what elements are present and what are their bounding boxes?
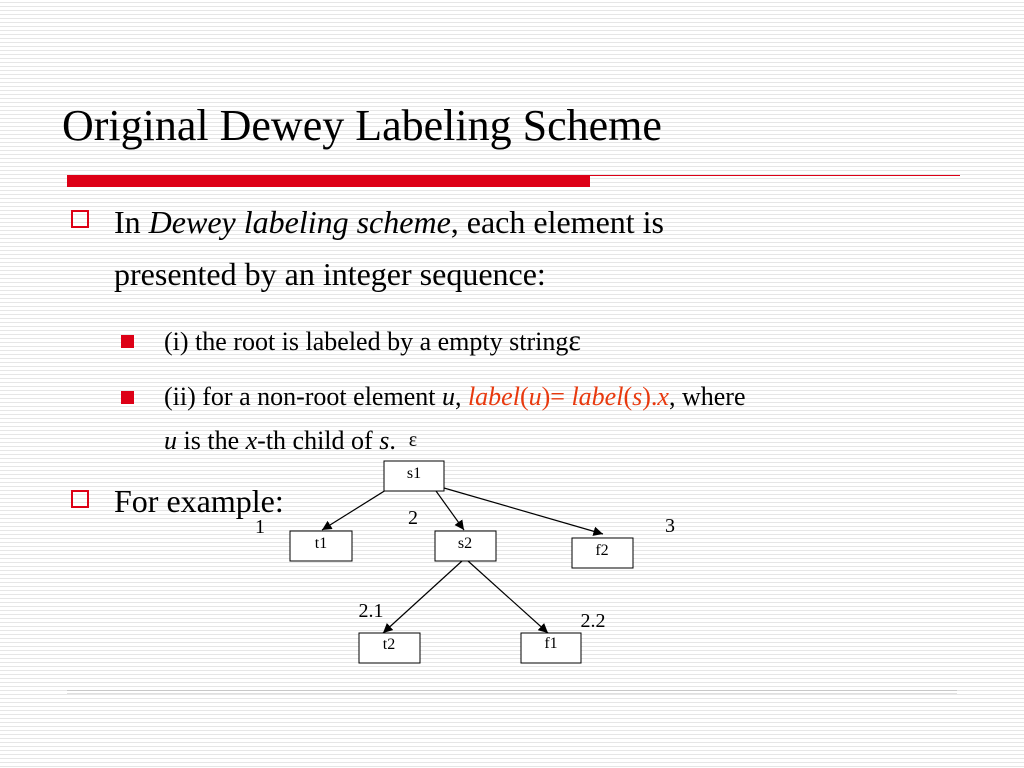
slide-title: Original Dewey Labeling Scheme — [62, 101, 662, 150]
where-text: , where — [668, 382, 746, 411]
formula-label-fn: label — [571, 382, 624, 411]
node-f2-label: f2 — [595, 542, 609, 559]
formula-close: ). — [642, 382, 658, 411]
var-u: u — [441, 382, 455, 411]
edge-label-s2: 2 — [408, 507, 418, 529]
node-t2-label: t2 — [382, 636, 396, 653]
text-segment: -th child of — [257, 426, 380, 455]
formula-paren: ( — [519, 382, 529, 411]
edge-s1-t1 — [322, 490, 386, 530]
edge-s2-t2 — [383, 561, 462, 633]
bullet-1-suffix: , each element is — [450, 204, 664, 240]
var-u: u — [164, 426, 177, 455]
bullet-1-line-2: presented by an integer sequence: — [114, 256, 546, 292]
bullet-1-prefix: In — [114, 204, 149, 240]
var-s: s — [379, 426, 390, 455]
sub-bullet-2-text: (ii) for a non-root element — [164, 382, 442, 411]
edge-label-t1: 1 — [255, 516, 265, 538]
epsilon-symbol: ε — [568, 324, 581, 357]
edge-s1-s2 — [436, 491, 464, 530]
formula-paren: ( — [623, 382, 633, 411]
footer-divider — [67, 690, 957, 691]
edge-label-f2: 3 — [665, 515, 675, 537]
formula-equals: )= — [541, 382, 572, 411]
text-segment: is the — [177, 426, 246, 455]
root-epsilon-label: ε — [408, 429, 418, 451]
formula-var-u: u — [528, 382, 542, 411]
bullet-2: For example: — [114, 483, 284, 519]
sub-bullet-1-text: (i) the root is labeled by a empty string — [164, 327, 569, 356]
edge-s1-f2 — [444, 488, 603, 534]
node-s1-label: s1 — [406, 465, 422, 482]
edge-label-f1: 2.2 — [580, 610, 606, 632]
formula-label-fn: label — [467, 382, 520, 411]
edge-label-t2: 2.1 — [358, 600, 384, 622]
comma: , — [454, 382, 468, 411]
node-s2-label: s2 — [457, 535, 473, 552]
formula-var-s: s — [632, 382, 643, 411]
formula-var-x: x — [657, 382, 669, 411]
period: . — [389, 426, 396, 455]
node-t1-label: t1 — [314, 535, 328, 552]
node-f1-label: f1 — [544, 635, 558, 652]
edge-s2-f1 — [468, 561, 548, 633]
bullet-1-term: Dewey labeling scheme — [148, 204, 451, 240]
var-x: x — [245, 426, 258, 455]
footer-divider-secondary — [67, 693, 957, 694]
